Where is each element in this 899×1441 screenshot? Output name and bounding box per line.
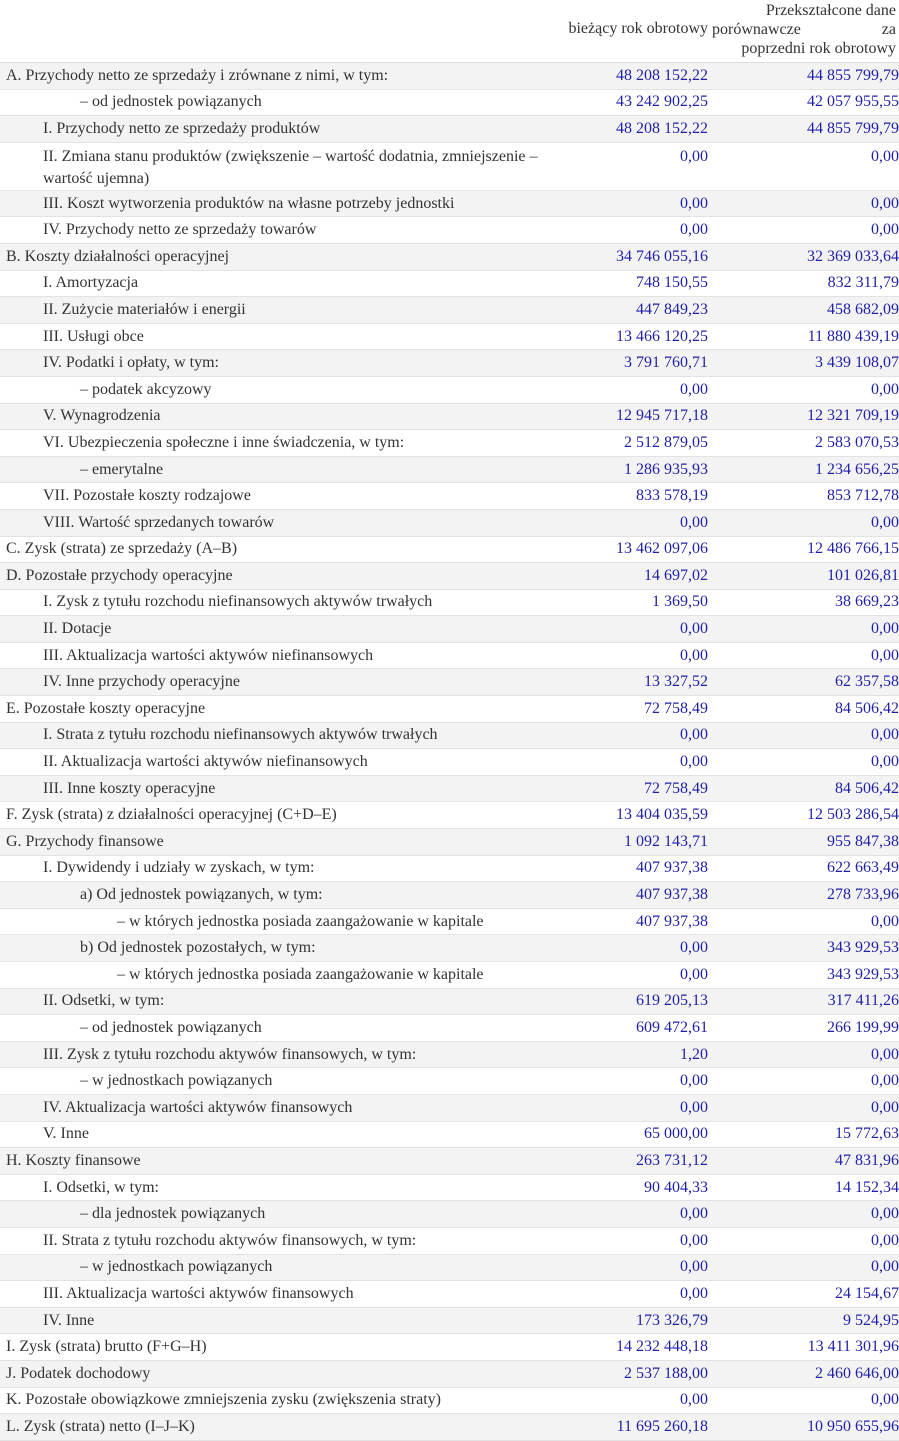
row-label: I. Przychody netto ze sprzedaży produktów — [43, 119, 321, 137]
table-row — [0, 829, 899, 856]
previous-year-value: 0,00 — [871, 1258, 899, 1276]
current-year-value: 13 327,52 — [644, 673, 708, 691]
current-year-value: 0,00 — [680, 1284, 708, 1302]
previous-year-value: 0,00 — [871, 221, 899, 239]
current-year-value: 1 286 935,93 — [624, 460, 708, 478]
previous-year-value: 12 321 709,19 — [807, 407, 899, 425]
previous-year-value: 0,00 — [871, 1231, 899, 1249]
current-year-value: 13 404 035,59 — [616, 806, 708, 824]
current-year-value: 0,00 — [680, 726, 708, 744]
previous-year-value: 3 439 108,07 — [815, 354, 899, 372]
table-row — [0, 1308, 899, 1335]
table-row — [0, 191, 899, 218]
current-year-value: 0,00 — [680, 194, 708, 212]
row-label: H. Koszty finansowe — [6, 1151, 141, 1169]
current-year-value: 11 695 260,18 — [616, 1417, 708, 1435]
current-year-value: 263 731,12 — [636, 1151, 708, 1169]
current-year-value: 90 404,33 — [644, 1178, 708, 1196]
previous-year-value: 14 152,34 — [835, 1178, 899, 1196]
previous-year-value: 0,00 — [871, 1072, 899, 1090]
previous-year-value: 42 057 955,55 — [807, 93, 899, 111]
row-label: VI. Ubezpieczenia społeczne i inne świadczenia, w tym: — [43, 433, 405, 451]
previous-year-value: 622 663,49 — [827, 859, 899, 877]
previous-year-value: 0,00 — [871, 1098, 899, 1116]
row-label: B. Koszty działalności operacyjnej — [6, 247, 230, 265]
current-year-value: 407 937,38 — [636, 912, 708, 930]
previous-year-value: 12 503 286,54 — [807, 806, 899, 824]
previous-year-value: 101 026,81 — [827, 566, 899, 584]
current-year-value: 173 326,79 — [636, 1311, 708, 1329]
current-year-value: 13 466 120,25 — [616, 327, 708, 345]
current-year-value: 833 578,19 — [636, 487, 708, 505]
previous-year-value: 0,00 — [871, 1205, 899, 1223]
row-label: – od jednostek powiązanych — [80, 1018, 262, 1036]
row-label: III. Aktualizacja wartości aktywów niefinansowych — [43, 646, 374, 664]
row-label: I. Zysk z tytułu rozchodu niefinansowych aktywów trwałych — [43, 593, 433, 611]
row-label: III. Zysk z tytułu rozchodu aktywów finansowych, w tym: — [43, 1045, 417, 1063]
previous-year-value: 62 357,58 — [835, 673, 899, 691]
current-year-value: 0,00 — [680, 513, 708, 531]
column-header-previous-line: porównawcze za — [712, 21, 896, 38]
current-year-value: 48 208 152,22 — [616, 66, 708, 84]
table-row — [0, 1122, 899, 1149]
row-label: a) Od jednostek powiązanych, w tym: — [80, 886, 323, 904]
previous-year-value: 2 460 646,00 — [815, 1364, 899, 1382]
row-label: C. Zysk (strata) ze sprzedaży (A–B) — [6, 540, 238, 558]
previous-year-value: 11 880 439,19 — [807, 327, 899, 345]
previous-year-value: 24 154,67 — [835, 1284, 899, 1302]
current-year-value: 0,00 — [680, 965, 708, 983]
current-year-value: 619 205,13 — [636, 992, 708, 1010]
row-label: – w jednostkach powiązanych — [80, 1072, 273, 1090]
current-year-value: 0,00 — [680, 939, 708, 957]
row-label: – dla jednostek powiązanych — [80, 1205, 266, 1223]
table-row — [0, 1255, 899, 1282]
table-row — [0, 297, 899, 324]
table-row — [0, 271, 899, 298]
table-row — [0, 404, 899, 431]
row-label: F. Zysk (strata) z działalności operacyjnej (C+D–E) — [6, 806, 337, 824]
current-year-value: 34 746 055,16 — [616, 247, 708, 265]
current-year-value: 0,00 — [680, 1258, 708, 1276]
row-label: II. Odsetki, w tym: — [43, 992, 165, 1010]
row-label: K. Pozostałe obowiązkowe zmniejszenia zysku (zwiększenia straty) — [6, 1391, 441, 1409]
previous-year-value: 44 855 799,79 — [807, 119, 899, 137]
table-row — [0, 935, 899, 962]
table-row — [0, 749, 899, 776]
row-label: J. Podatek dochodowy — [6, 1364, 151, 1382]
row-label: V. Wynagrodzenia — [43, 407, 161, 425]
table-row — [0, 457, 899, 484]
previous-year-value: 458 682,09 — [827, 300, 899, 318]
current-year-value: 13 462 097,06 — [616, 540, 708, 558]
current-year-value: 1,20 — [680, 1045, 708, 1063]
previous-year-value: 1 234 656,25 — [815, 460, 899, 478]
current-year-value: 407 937,38 — [636, 859, 708, 877]
table-row — [0, 324, 899, 351]
column-header-previous-line: poprzedni rok obrotowy — [741, 40, 896, 57]
row-label: II. Strata z tytułu rozchodu aktywów finansowych, w tym: — [43, 1231, 417, 1249]
previous-year-value: 317 411,26 — [827, 992, 899, 1010]
previous-year-value: 47 831,96 — [835, 1151, 899, 1169]
row-label: I. Odsetki, w tym: — [43, 1178, 159, 1196]
current-year-value: 0,00 — [680, 1391, 708, 1409]
table-row — [0, 696, 899, 723]
table-row — [0, 989, 899, 1016]
current-year-value: 748 150,55 — [636, 274, 708, 292]
row-label: b) Od jednostek pozostałych, w tym: — [80, 939, 316, 957]
row-label: – w których jednostka posiada zaangażowanie w kapitale — [117, 965, 484, 983]
current-year-value: 0,00 — [680, 147, 708, 165]
row-label: – od jednostek powiązanych — [80, 93, 262, 111]
column-header-previous-year — [712, 1, 896, 58]
previous-year-value: 853 712,78 — [827, 487, 899, 505]
table-row — [0, 143, 899, 191]
table-row — [0, 909, 899, 936]
row-label: IV. Przychody netto ze sprzedaży towarów — [43, 221, 317, 239]
row-label: – w jednostkach powiązanych — [80, 1258, 273, 1276]
previous-year-value: 832 311,79 — [827, 274, 899, 292]
row-label: VIII. Wartość sprzedanych towarów — [43, 513, 275, 531]
current-year-value: 3 791 760,71 — [624, 354, 708, 372]
row-label: III. Koszt wytworzenia produktów na własne potrzeby jednostki — [43, 194, 455, 212]
table-header — [0, 0, 899, 63]
current-year-value: 0,00 — [680, 1072, 708, 1090]
table-row — [0, 1228, 899, 1255]
row-label: L. Zysk (strata) netto (I–J–K) — [6, 1417, 195, 1435]
row-label: IV. Inne przychody operacyjne — [43, 673, 240, 691]
table-row — [0, 63, 899, 90]
current-year-value: 609 472,61 — [636, 1018, 708, 1036]
previous-year-value: 0,00 — [871, 753, 899, 771]
row-label: II. Aktualizacja wartości aktywów niefinansowych — [43, 753, 368, 771]
current-year-value: 0,00 — [680, 620, 708, 638]
table-row — [0, 1015, 899, 1042]
row-label: II. Zużycie materiałów i energii — [43, 300, 246, 318]
table-row — [0, 116, 899, 143]
table-row — [0, 563, 899, 590]
row-label: I. Strata z tytułu rozchodu niefinansowych aktywów trwałych — [43, 726, 438, 744]
table-row — [0, 856, 899, 883]
row-label: – emerytalne — [80, 460, 164, 478]
previous-year-value: 0,00 — [871, 620, 899, 638]
previous-year-value: 13 411 301,96 — [807, 1338, 899, 1356]
previous-year-value: 12 486 766,15 — [807, 540, 899, 558]
row-label: G. Przychody finansowe — [6, 832, 164, 850]
previous-year-value: 0,00 — [871, 646, 899, 664]
table-row — [0, 217, 899, 244]
previous-year-value: 278 733,96 — [827, 886, 899, 904]
table-row — [0, 802, 899, 829]
current-year-value: 0,00 — [680, 646, 708, 664]
table-row — [0, 1388, 899, 1415]
previous-year-value: 0,00 — [871, 1045, 899, 1063]
current-year-value: 48 208 152,22 — [616, 119, 708, 137]
table-row — [0, 1148, 899, 1175]
current-year-value: 0,00 — [680, 753, 708, 771]
table-row — [0, 1068, 899, 1095]
current-year-value: 14 232 448,18 — [616, 1338, 708, 1356]
table-body — [0, 63, 899, 1441]
row-label: IV. Aktualizacja wartości aktywów finansowych — [43, 1098, 353, 1116]
previous-year-value: 9 524,95 — [843, 1311, 899, 1329]
previous-year-value: 38 669,23 — [835, 593, 899, 611]
previous-year-value: 32 369 033,64 — [807, 247, 899, 265]
previous-year-value: 343 929,53 — [827, 965, 899, 983]
previous-year-value: 0,00 — [871, 513, 899, 531]
previous-year-value: 0,00 — [871, 147, 899, 165]
previous-year-value: 0,00 — [871, 380, 899, 398]
previous-year-value: 84 506,42 — [835, 779, 899, 797]
table-row — [0, 776, 899, 803]
current-year-value: 447 849,23 — [636, 300, 708, 318]
row-label: D. Pozostałe przychody operacyjne — [6, 566, 233, 584]
row-label: – podatek akcyzowy — [80, 380, 212, 398]
previous-year-value: 0,00 — [871, 194, 899, 212]
column-header-current-year: bieżący rok obrotowy — [568, 20, 708, 37]
table-row — [0, 350, 899, 377]
table-row — [0, 377, 899, 404]
current-year-value: 407 937,38 — [636, 886, 708, 904]
table-row — [0, 244, 899, 271]
table-row — [0, 1201, 899, 1228]
table-row — [0, 1281, 899, 1308]
row-label: IV. Podatki i opłaty, w tym: — [43, 354, 219, 372]
table-row — [0, 510, 899, 537]
row-label: I. Zysk (strata) brutto (F+G–H) — [6, 1338, 207, 1356]
row-label: I. Dywidendy i udziały w zyskach, w tym: — [43, 859, 315, 877]
table-row — [0, 962, 899, 989]
row-label: IV. Inne — [43, 1311, 95, 1329]
table-row — [0, 723, 899, 750]
previous-year-value: 0,00 — [871, 1391, 899, 1409]
row-label: I. Amortyzacja — [43, 274, 139, 292]
current-year-value: 72 758,49 — [644, 699, 708, 717]
table-row — [0, 590, 899, 617]
current-year-value: 65 000,00 — [644, 1125, 708, 1143]
table-row — [0, 643, 899, 670]
table-row — [0, 616, 899, 643]
table-row — [0, 669, 899, 696]
row-label: A. Przychody netto ze sprzedaży i zrównane z nimi, w tym: — [6, 66, 389, 84]
row-label: II. Zmiana stanu produktów (zwiększenie – wartość dodatnia, zmniejszenie – wartość ujemna) — [43, 147, 538, 187]
table-row — [0, 483, 899, 510]
table-row — [0, 882, 899, 909]
table-row — [0, 537, 899, 564]
current-year-value: 0,00 — [680, 1205, 708, 1223]
table-row — [0, 430, 899, 457]
row-label: V. Inne — [43, 1125, 89, 1143]
table-row — [0, 1334, 899, 1361]
previous-year-value: 84 506,42 — [835, 699, 899, 717]
row-label: III. Aktualizacja wartości aktywów finansowych — [43, 1284, 354, 1302]
current-year-value: 12 945 717,18 — [616, 407, 708, 425]
current-year-value: 14 697,02 — [644, 566, 708, 584]
table-row — [0, 90, 899, 117]
current-year-value: 0,00 — [680, 1098, 708, 1116]
table-row — [0, 1095, 899, 1122]
previous-year-value: 266 199,99 — [827, 1018, 899, 1036]
current-year-value: 72 758,49 — [644, 779, 708, 797]
table-row — [0, 1042, 899, 1069]
row-label: – w których jednostka posiada zaangażowanie w kapitale — [117, 912, 484, 930]
current-year-value: 43 242 902,25 — [616, 93, 708, 111]
row-label: III. Usługi obce — [43, 327, 144, 345]
previous-year-value: 2 583 070,53 — [815, 433, 899, 451]
previous-year-value: 0,00 — [871, 912, 899, 930]
current-year-value: 0,00 — [680, 221, 708, 239]
table-row — [0, 1175, 899, 1202]
current-year-value: 0,00 — [680, 1231, 708, 1249]
previous-year-value: 44 855 799,79 — [807, 66, 899, 84]
row-label: III. Inne koszty operacyjne — [43, 779, 216, 797]
current-year-value: 0,00 — [680, 380, 708, 398]
current-year-value: 2 537 188,00 — [624, 1364, 708, 1382]
table-row — [0, 1414, 899, 1441]
row-label: VII. Pozostałe koszty rodzajowe — [43, 487, 251, 505]
previous-year-value: 343 929,53 — [827, 939, 899, 957]
row-label: II. Dotacje — [43, 620, 112, 638]
table-row — [0, 1361, 899, 1388]
row-label: E. Pozostałe koszty operacyjne — [6, 699, 206, 717]
previous-year-value: 15 772,63 — [835, 1125, 899, 1143]
previous-year-value: 0,00 — [871, 726, 899, 744]
previous-year-value: 10 950 655,96 — [807, 1417, 899, 1435]
current-year-value: 1 092 143,71 — [624, 832, 708, 850]
current-year-value: 2 512 879,05 — [624, 433, 708, 451]
previous-year-value: 955 847,38 — [827, 832, 899, 850]
column-header-previous-line: Przekształcone dane — [765, 2, 896, 19]
current-year-value: 1 369,50 — [652, 593, 708, 611]
